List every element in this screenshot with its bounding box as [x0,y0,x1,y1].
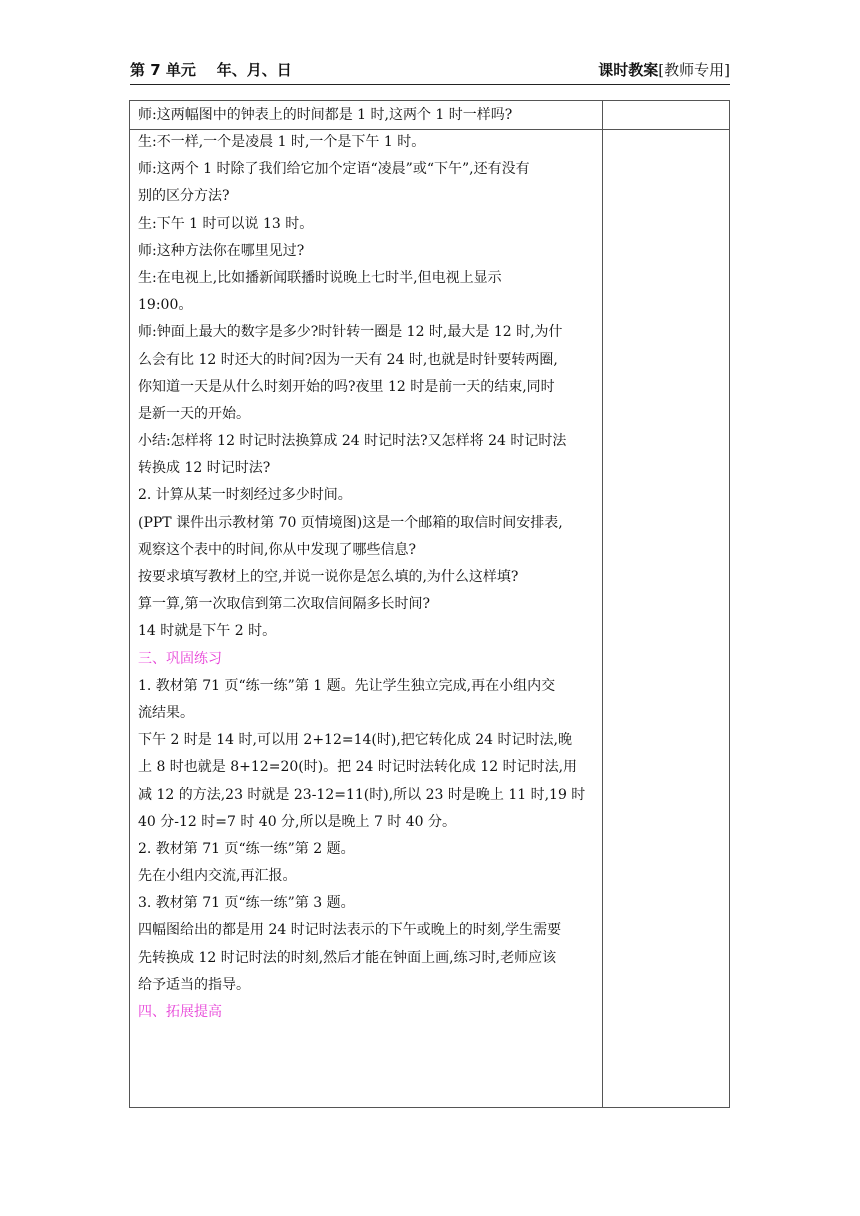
text-line: 小结:怎样将 12 时记时法换算成 24 时记时法?又怎样将 24 时记时法 [138,433,567,450]
text-line: 转换成 12 时记时法? [138,460,271,477]
section-heading: 三、巩固练习 [138,650,222,667]
text-line: 2. 教材第 71 页“练一练”第 2 题。 [138,840,355,857]
text-line: 师:钟面上最大的数字是多少?时针转一圈是 12 时,最大是 12 时,为什 [138,324,563,341]
lesson-table [129,100,730,1108]
notes-column [603,101,729,1107]
text-line: 按要求填写教材上的空,并说一说你是怎么填的,为什么这样填? [138,569,519,585]
text-line: 2. 计算从某一时刻经过多少时间。 [138,487,352,504]
text-line: 观察这个表中的时间,你从中发现了哪些信息? [138,541,416,558]
text-line: 3. 教材第 71 页“练一练”第 3 题。 [138,895,355,912]
text-line: 师:这两幅图中的钟表上的时间都是 1 时,这两个 1 时一样吗? [138,107,513,123]
unit-title: 第 7 单元 年、月、日 [130,61,292,79]
lesson-content [138,101,600,1026]
header-rule [130,84,730,85]
page-header [130,58,730,82]
text-line: 19:00。 [138,297,193,314]
text-line: 别的区分方法? [138,188,230,205]
text-line: 是新一天的开始。 [138,405,250,422]
section-heading: 四、拓展提高 [138,1004,222,1020]
text-line: 算一算,第一次取信到第二次取信间隔多长时间? [138,596,430,613]
text-line: 下午 2 时是 14 时,可以用 2+12=14(时),把它转化成 24 时记时法,晚 [138,732,572,749]
text-line: 14 时就是下午 2 时。 [138,623,277,640]
text-line: 生:不一样,一个是凌晨 1 时,一个是下午 1 时。 [138,134,426,150]
text-line: 40 分-12 时=7 时 40 分,所以是晚上 7 时 40 分。 [138,813,457,830]
doc-audience: [教师专用] [658,61,730,79]
text-line: 1. 教材第 71 页“练一练”第 1 题。先让学生独立完成,再在小组内交 [138,677,556,694]
text-line: (PPT 课件出示教材第 70 页情境图)这是一个邮箱的取信时间安排表, [138,514,563,531]
text-line: 给予适当的指导。 [138,976,250,993]
doc-type-label [598,58,730,82]
text-line: 上 8 时也就是 8+12=20(时)。把 24 时记时法转化成 12 时记时法,用 [138,759,578,776]
text-line: 师:这两个 1 时除了我们给它加个定语“凌晨”或“下午”,还有没有 [138,161,530,178]
text-line: 师:这种方法你在哪里见过? [138,242,305,259]
text-line: 先转换成 12 时记时法的时刻,然后才能在钟面上画,练习时,老师应该 [138,949,557,966]
text-line: 生:下午 1 时可以说 13 时。 [138,215,314,232]
text-line: 流结果。 [138,704,194,721]
text-line: 生:在电视上,比如播新闻联播时说晚上七时半,但电视上显示 [138,269,502,286]
text-line: 你知道一天是从什么时刻开始的吗?夜里 12 时是前一天的结束,同时 [138,378,555,395]
text-line: 么会有比 12 时还大的时间?因为一天有 24 时,也就是时针要转两圈, [138,351,558,368]
text-line: 先在小组内交流,再汇报。 [138,868,297,885]
doc-type: 课时教案 [598,61,659,79]
text-line: 四幅图给出的都是用 24 时记时法表示的下午或晚上的时刻,学生需要 [138,922,562,939]
text-line: 减 12 的方法,23 时就是 23-12=11(时),所以 23 时是晚上 11 时,19 时 [138,786,586,803]
